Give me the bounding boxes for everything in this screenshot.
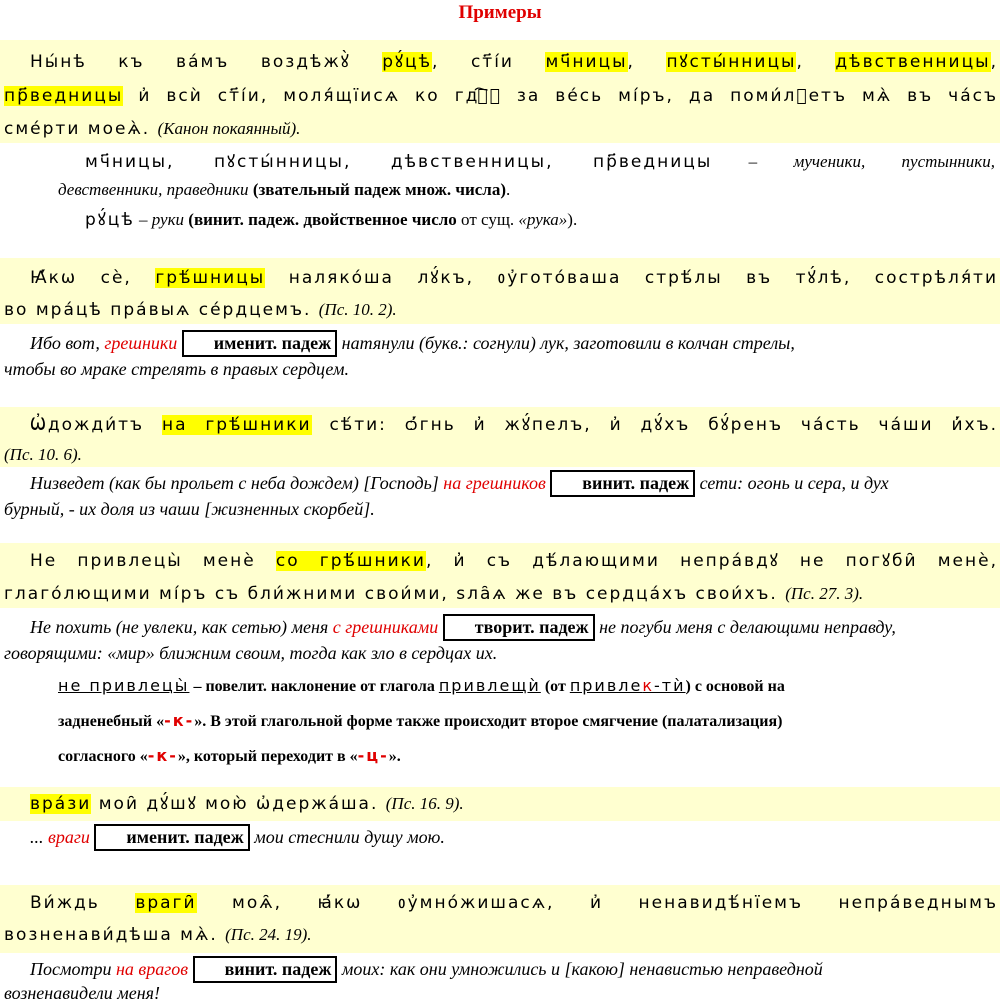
example-4-translation: Не похить (не увлеки, как сетью) меня с грешниками творит. падеж не погуби меня с делающими неправду, говорящими: «мир» ближним своим, тогда как зло в сердцах их. <box>4 614 996 666</box>
example-4-note: не привлецы̀ – повелит. наклонение от глагола привлещѝ (от привлек-тѝ) с основой на задненебный «-к-». В этой глагольной форме также происходит второе смягчение (палатализация) согласного «-к-», который переходит в «-ц-». <box>58 676 785 765</box>
example-4-line-1: Не привлецы̀ менѐ со грѣ́шники, и҆ съ дѣ́лающими непра́вдꙋ не погꙋби̑ менѐ, <box>30 551 998 571</box>
example-5-line-1: вра́зи мои̑ дꙋ́шꙋ мою̀ ѡ҆держа́ша. (Пс. 16. 9). <box>30 794 464 814</box>
example-2-line-2: во мра́цѣ пра́выѧ се́рдцемъ. (Пс. 10. 2). <box>4 300 397 320</box>
case-label-box: именит. падеж <box>182 330 337 357</box>
example-1-note-1-line-2: девственники, праведники (звательный падеж множ. числа). <box>58 180 511 199</box>
example-3-line-1: Ѡ҆дожди́тъ на грѣ́шники сѣ́ти: ѻ҆́гнь и҆ жꙋ́пелъ, и҆ дꙋ́хъ бꙋ́ренъ ча́сть ча́ши и҆́хъ. <box>30 415 998 435</box>
example-1-line-2: пр҃ведницы и҆ всѝ ст҃і́и, моля́щїисѧ ко гдⷭ҇ꙋ за ве́сь мі́ръ, да поми́лꙋетъ мѧ̀ въ ча́съ <box>4 86 998 106</box>
example-1-line-1: Ны́нѣ къ ва́мъ воздѣжꙋ̀ рꙋ́цѣ, ст҃і́и мч҃ницы, пꙋсты́нницы, дѣвственницы, <box>30 52 998 72</box>
example-2-line-1: Ꙗ҆́кѡ сѐ, грѣ́шницы наляко́ша лꙋ́къ, ᲂу҆гото́ваша стрѣ́лы въ тꙋ́лѣ, сострѣля́ти <box>30 268 998 288</box>
case-label-box: винит. падеж <box>193 956 338 983</box>
example-2-translation: Ибо вот, грешники именит. падеж натянули (букв.: согнули) лук, заготовили в колчан стрелы, чтобы во мраке стрелять в правых сердцем. <box>4 330 996 382</box>
example-1-line-3: сме́рти моеѧ̀. (Канон покаянный). <box>4 119 301 139</box>
example-3-line-2: (Пс. 10. 6). <box>4 445 82 464</box>
example-6-line-1: Ви́ждь враги̑ моѧ̑, ꙗ҆́кѡ ᲂу҆мно́жишасѧ, и҆ ненавидѣ́нїемъ непра́веднымъ <box>30 893 998 913</box>
page-title: Примеры <box>458 2 542 23</box>
case-label-box: творит. падеж <box>443 614 595 641</box>
case-label-box: винит. падеж <box>550 470 695 497</box>
case-label-box: именит. падеж <box>94 824 249 851</box>
example-4-line-2: глаго́лющими мі́ръ съ бли́жними свои́ми, ѕла̑ѧ же въ сердца́хъ свои́хъ. (Пс. 27. 3). <box>4 584 864 604</box>
example-5-translation: ... враги именит. падеж мои стеснили душу мою. <box>4 824 996 851</box>
example-6-line-2: возненави́дѣша мѧ̀. (Пс. 24. 19). <box>4 925 312 945</box>
example-6-translation: Посмотри на врагов винит. падеж моих: как они умножились и [какою] ненавистью неправедной возненавидели меня! <box>4 956 996 1004</box>
example-3-translation: Низведет (как бы прольет с неба дождем) [Господь] на грешников винит. падеж сети: огонь и сера, и дух бурный, - их доля из чаши [жизненных скорбей]. <box>4 470 996 522</box>
example-1-note-2: рꙋ́цѣ – руки (винит. падеж. двойственное число от сущ. «рука»). <box>85 210 578 230</box>
example-1-note-1-line-1: мч҃ницы, пꙋсты́нницы, дѣвственницы, пр҃ведницы – мученики, пустынники, <box>85 152 996 172</box>
